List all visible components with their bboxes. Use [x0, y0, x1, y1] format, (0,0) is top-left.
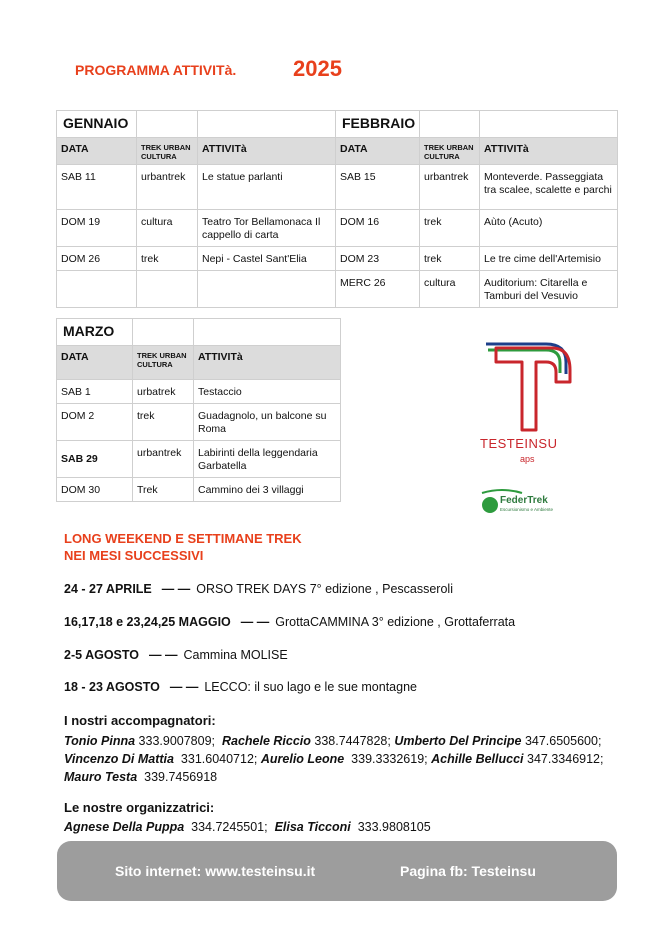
program-year: 2025 — [293, 56, 342, 81]
organizers-list: Agnese Della Puppa 334.7245501; Elisa Ticconi 333.9808105 — [64, 820, 431, 834]
table-row: SAB 29 urbantrek Labirinti della leggendaria Garbatella — [57, 441, 341, 478]
federtrek-logo — [480, 487, 560, 517]
table-header-row — [57, 138, 618, 165]
logo-sub: aps — [520, 454, 535, 464]
federtrek-sub: Escursionismo e Ambiente — [500, 507, 554, 512]
logo-name: TESTEINSU — [480, 436, 558, 451]
table-month-row — [57, 111, 618, 138]
month-january: GENNAIO — [57, 111, 137, 138]
month-march: MARZO — [57, 319, 133, 346]
table-row: DOM 2 trek Guadagnolo, un balcone su Roma — [57, 404, 341, 441]
testeinsu-logo-mark — [480, 338, 580, 488]
federtrek-label: FederTrek — [500, 495, 548, 506]
testeinsu-logo — [480, 338, 580, 488]
month-february: FEBBRAIO — [336, 111, 420, 138]
event-item: 18 - 23 AGOSTO — — LECCO: il suo lago e le sue montagne — [64, 680, 417, 694]
event-item: 2-5 AGOSTO — — Cammina MOLISE — [64, 648, 288, 662]
table-row: DOM 30 Trek Cammino dei 3 villaggi — [57, 478, 341, 502]
guides-title: I nostri accompagnatori: — [64, 713, 216, 728]
event-item: 16,17,18 e 23,24,25 MAGGIO — — GrottaCAMMINA 3° edizione , Grottaferrata — [64, 615, 516, 629]
march-table — [56, 318, 341, 502]
table-row: DOM 19 cultura Teatro Tor Bellamonaca Il cappello di carta DOM 16 trek Aùto (Acuto) — [57, 210, 618, 247]
col-activity: ATTIVITà — [198, 138, 336, 165]
facebook-link[interactable]: Pagina fb: Testeinsu — [400, 863, 536, 879]
guides-list: Tonio Pinna 333.9007809; Rachele Riccio 338.7447828; Umberto Del Principe 347.6505600; Vincenzo Di Mattia 331.6040712; Aurelio Leone 339.3332619; Achille Bellucci 347.3346912; Mauro Testa 339.7456918 — [64, 734, 604, 784]
table-row: SAB 11 urbantrek Le statue parlanti SAB 15 urbantrek Monteverde. Passeggiata tra scalee, scalette e parchi — [57, 165, 618, 210]
col-activity: ATTIVITà — [194, 346, 341, 380]
federtrek-emblem-icon — [482, 497, 498, 513]
website-link[interactable]: Sito internet: www.testeinsu.it — [115, 863, 316, 879]
table-header-row — [57, 346, 341, 380]
program-title: PROGRAMMA ATTIVITà. — [75, 62, 237, 78]
col-type: TREK URBAN CULTURA — [420, 138, 480, 165]
table-month-row — [57, 319, 341, 346]
col-data: DATA — [57, 346, 133, 380]
table-row: DOM 26 trek Nepi - Castel Sant'Elia DOM 23 trek Le tre cime dell'Artemisio — [57, 247, 618, 271]
table-row: SAB 1 urbatrek Testaccio — [57, 380, 341, 404]
long-weekend-title: LONG WEEKEND E SETTIMANE TREK NEI MESI SUCCESSIVI — [64, 531, 302, 563]
col-type: TREK URBAN CULTURA — [133, 346, 194, 380]
organizers-title: Le nostre organizzatrici: — [64, 800, 215, 815]
event-item: 24 - 27 APRILE — — ORSO TREK DAYS 7° edizione , Pescasseroli — [64, 582, 453, 596]
col-data: DATA — [57, 138, 137, 165]
table-row: MERC 26 cultura Auditorium: Citarella e Tamburi del Vesuvio — [57, 271, 618, 308]
footer-bar — [57, 841, 617, 901]
col-type: TREK URBAN CULTURA — [137, 138, 198, 165]
jan-feb-table — [56, 110, 618, 308]
col-activity: ATTIVITà — [480, 138, 618, 165]
col-data: DATA — [336, 138, 420, 165]
